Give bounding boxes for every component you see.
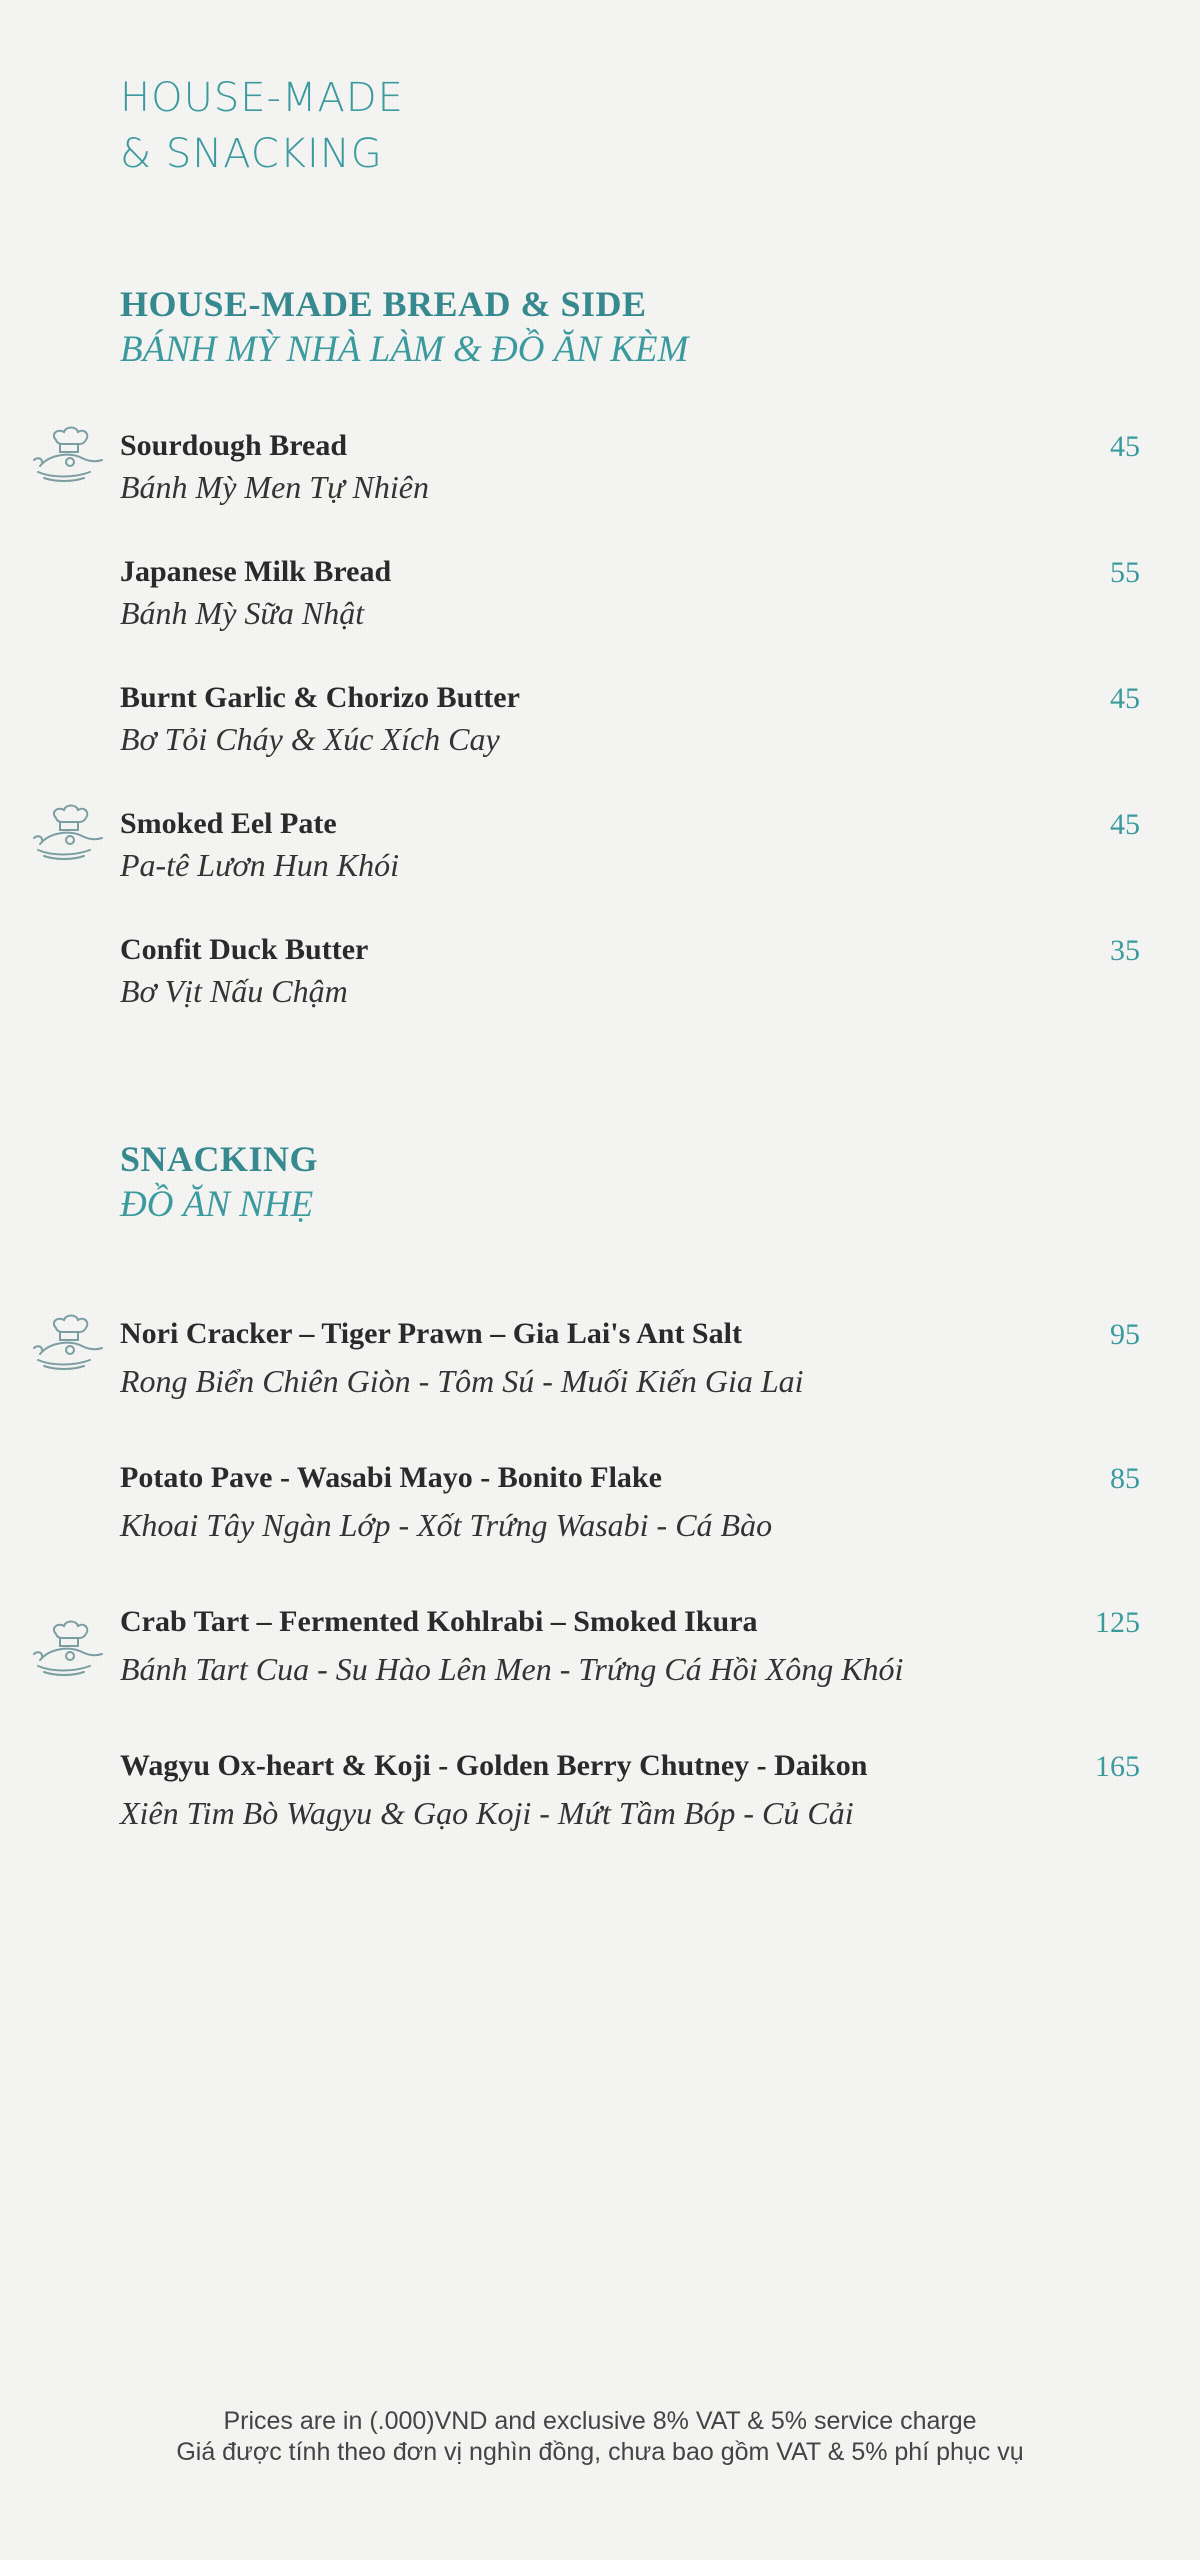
pricing-note-en: Prices are in (.000)VND and exclusive 8% VAT & 5% service charge (223, 2407, 977, 2435)
item-name: Wagyu Ox-heart & Koji - Golden Berry Chutney - Daikon (120, 1749, 868, 1782)
chef-hat-icon (30, 804, 106, 868)
section-heading-bread (120, 281, 688, 373)
menu-item (120, 1746, 1140, 1834)
item-name-vi: Bánh Mỳ Sữa Nhật (120, 595, 365, 631)
menu-item (120, 426, 1140, 508)
section-title-en: SNACKING (120, 1139, 319, 1179)
menu-item (120, 930, 1140, 1012)
item-name-vi: Pa-tê Lươn Hun Khói (120, 847, 399, 883)
item-name-vi: Rong Biển Chiên Giòn - Tôm Sú - Muối Kiến Gia Lai (120, 1363, 804, 1399)
item-name: Sourdough Bread (120, 429, 348, 462)
item-price: 165 (1095, 1750, 1140, 1783)
item-name: Burnt Garlic & Chorizo Butter (120, 681, 520, 714)
item-name: Crab Tart – Fermented Kohlrabi – Smoked Ikura (120, 1605, 758, 1638)
pricing-note (0, 2406, 1200, 2468)
item-price: 55 (1110, 556, 1140, 589)
item-price: 45 (1110, 808, 1140, 841)
item-name-vi: Bơ Vịt Nấu Chậm (120, 973, 348, 1009)
item-price: 95 (1110, 1318, 1140, 1351)
item-name: Confit Duck Butter (120, 933, 369, 966)
menu-item (120, 1458, 1140, 1546)
menu-title-line-2: & SNACKING (120, 131, 383, 177)
menu-title (120, 70, 404, 182)
item-price: 45 (1110, 682, 1140, 715)
item-price: 85 (1110, 1462, 1140, 1495)
chef-hat-icon (30, 1314, 106, 1378)
item-name-vi: Xiên Tim Bò Wagyu & Gạo Koji - Mứt Tầm Bóp - Củ Cải (120, 1795, 854, 1831)
section-title-vi: BÁNH MỲ NHÀ LÀM & ĐỒ ĂN KÈM (120, 329, 689, 370)
menu-item (120, 804, 1140, 886)
item-name-vi: Bánh Mỳ Men Tự Nhiên (120, 469, 429, 505)
item-name: Smoked Eel Pate (120, 807, 337, 840)
item-name-vi: Khoai Tây Ngàn Lớp - Xốt Trứng Wasabi - Cá Bào (120, 1507, 773, 1543)
item-price: 125 (1095, 1606, 1140, 1639)
menu-item (120, 678, 1140, 760)
item-name: Japanese Milk Bread (120, 555, 392, 588)
pricing-note-vi: Giá được tính theo đơn vị nghìn đồng, chưa bao gồm VAT & 5% phí phục vụ (176, 2438, 1024, 2466)
menu-title-line-1: HOUSE-MADE (120, 75, 404, 121)
chef-hat-icon (30, 426, 106, 490)
item-price: 35 (1110, 934, 1140, 967)
item-price: 45 (1110, 430, 1140, 463)
menu-item (120, 1602, 1140, 1690)
section-title-en: HOUSE-MADE BREAD & SIDE (120, 284, 647, 324)
item-name: Nori Cracker – Tiger Prawn – Gia Lai's Ant Salt (120, 1317, 742, 1350)
item-name: Potato Pave - Wasabi Mayo - Bonito Flake (120, 1461, 662, 1494)
menu-item (120, 552, 1140, 634)
chef-hat-icon (30, 1620, 106, 1684)
section-title-vi: ĐỒ ĂN NHẸ (120, 1184, 314, 1225)
item-name-vi: Bơ Tỏi Cháy & Xúc Xích Cay (120, 721, 500, 757)
menu-item (120, 1314, 1140, 1402)
section-heading-snacking (120, 1136, 318, 1228)
item-name-vi: Bánh Tart Cua - Su Hào Lên Men - Trứng Cá Hồi Xông Khói (120, 1651, 904, 1687)
